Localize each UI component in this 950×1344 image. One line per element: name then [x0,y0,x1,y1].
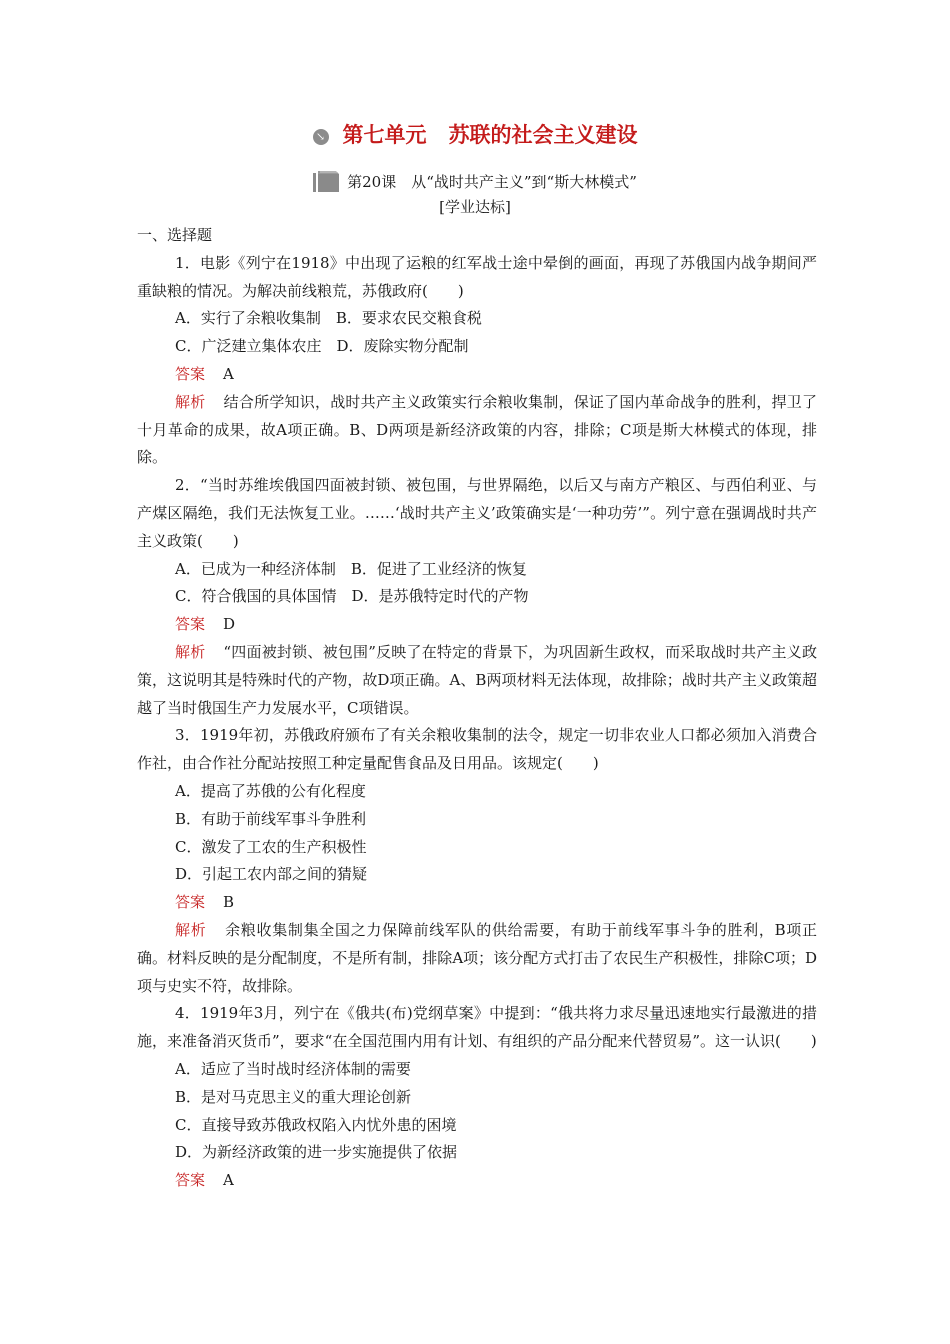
analysis-label: 解析 [175,920,207,939]
analysis-label: 解析 [175,642,206,661]
unit-header [0,118,950,152]
answer-label: 答案 [175,1171,206,1190]
answer-label: 答案 [175,893,206,912]
question-3-option: B．有助于前线军事斗争胜利 [175,809,367,828]
answer-value: D [223,615,236,634]
answer-value: A [223,1171,234,1190]
question-2-option-row: C．符合俄国的具体国情 D．是苏俄特定时代的产物 [175,587,529,606]
question-4-stem: 4．1919年3月，列宁在《俄共(布)党纲草案》中提到：“俄共将力求尽量迅速地实行最激进的措施，来准备消灭货币”，要求“在全国范围内用有计划、有组织的产品分配来代替贸易”。这一认识( ) [137,1004,817,1051]
question-3-analysis [137,917,817,1000]
question-4-option: C．直接导致苏俄政权陷入内忧外患的困境 [175,1115,457,1134]
analysis-text: 结合所学知识，战时共产主义政策实行余粮收集制，保证了国内革命战争的胜利，捍卫了十月革命的成果，故A项正确。B、D两项是新经济政策的内容，排除；C项是斯大林模式的体现，排除。 [137,392,817,467]
question-1-option-row: A．实行了余粮收集制 B．要求农民交粮食税 [175,309,482,328]
analysis-label: 解析 [175,392,206,411]
analysis-text: “四面被封锁、被包围”反映了在特定的背景下，为巩固新生政权，而采取战时共产主义政策，这说明其是特殊时代的产物，故D项正确。A、B两项材料无法体现，故排除；战时共产主义政策超越了当时俄国生产力发展水平，C项错误。 [137,642,817,717]
question-1-answer [137,361,817,389]
question-4-option: B．是对马克思主义的重大理论创新 [175,1087,412,1106]
answer-value: B [223,893,235,912]
analysis-text: 余粮收集制集全国之力保障前线军队的供给需要，有助于前线军事斗争的胜利，B项正确。材料反映的是分配制度，不是所有制，排除A项；该分配方式打击了农民生产积极性，排除C项；D项与史实不符，故排除。 [137,920,817,995]
unit-subtitle: 苏联的社会主义建设 [448,122,638,147]
lesson-header [0,170,950,194]
unit-title: 第七单元 [342,122,427,147]
answer-label: 答案 [175,364,206,383]
answer-label: 答案 [175,615,206,634]
section-subheader: [学业达标] [439,198,511,216]
question-1-stem: 1．电影《列宁在1918》中出现了运粮的红军战士途中晕倒的画面，再现了苏俄国内战争期间严重缺粮的情况。为解决前线粮荒，苏俄政府( ) [137,253,817,300]
question-2-analysis [137,639,817,722]
question-3-answer [137,889,817,917]
question-4-option: D．为新经济政策的进一步实施提供了依据 [175,1143,458,1162]
question-1-option-row: C．广泛建立集体农庄 D．废除实物分配制 [175,337,469,356]
question-3-stem: 3．1919年初，苏俄政府颁布了有关余粮收集制的法令，规定一切非农业人口都必须加入消费合作社，由合作社分配站按照工种定量配售食品及日用品。该规定( ) [137,726,817,773]
question-3-option: C．激发了工农的生产积极性 [175,837,367,856]
content [137,222,817,1195]
arrow-circle-icon: ↘ [313,129,329,145]
question-2-answer [137,611,817,639]
lesson-title: 第20课 从“战时共产主义”到“斯大林模式” [347,173,637,191]
question-1-analysis [137,389,817,472]
question-3-option: D．引起工农内部之间的猜疑 [175,865,368,884]
section-title: 一、选择题 [137,226,213,244]
question-2-option-row: A．已成为一种经济体制 B．促进了工业经济的恢复 [175,559,527,578]
question-4-option: A．适应了当时战时经济体制的需要 [175,1059,411,1078]
book-stack-icon [313,170,339,192]
question-4-answer [137,1167,817,1195]
question-2-stem: 2．“当时苏维埃俄国四面被封锁、被包围，与世界隔绝，以后又与南方产粮区、与西伯利亚、与产煤区隔绝，我们无法恢复工业。……‘战时共产主义’政策确实是‘一种功劳’”。列宁意在强调战时共产主义政策( ) [137,476,817,550]
question-3-option: A．提高了苏俄的公有化程度 [175,781,366,800]
answer-value: A [223,364,234,383]
